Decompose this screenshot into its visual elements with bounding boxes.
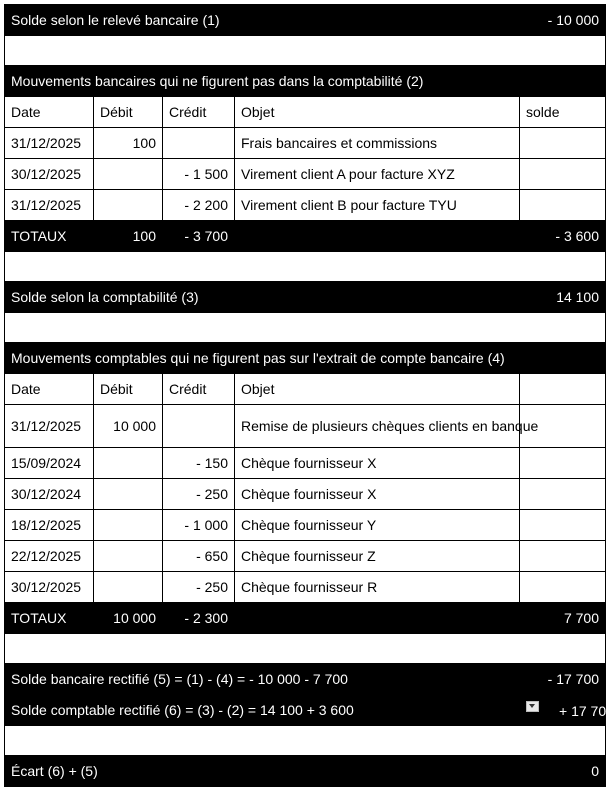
empty-cell[interactable] bbox=[5, 36, 606, 66]
row-balance[interactable] bbox=[520, 510, 606, 541]
row-balance[interactable] bbox=[520, 448, 606, 479]
row-debit[interactable] bbox=[94, 159, 163, 190]
bank-totals-row bbox=[5, 221, 606, 252]
row-balance[interactable] bbox=[520, 572, 606, 603]
row-debit[interactable] bbox=[94, 572, 163, 603]
header-balance[interactable] bbox=[520, 374, 606, 405]
bank-movements-title-row bbox=[5, 66, 606, 97]
table-row bbox=[5, 479, 606, 510]
rectified-book-text: Solde comptable rectifié (6) = (3) - (2) = 14 100 + 3 600 bbox=[11, 702, 354, 718]
row-date[interactable]: 30/12/2024 bbox=[5, 479, 94, 510]
table-row bbox=[5, 448, 606, 479]
totals-object bbox=[235, 603, 520, 634]
rectified-book-value: + 17 700 bbox=[559, 703, 614, 719]
table-row bbox=[5, 510, 606, 541]
row-credit[interactable]: - 250 bbox=[163, 572, 235, 603]
table-row bbox=[5, 128, 606, 159]
header-date[interactable]: Date bbox=[5, 97, 94, 128]
book-totals-row bbox=[5, 603, 606, 634]
row-credit[interactable]: - 1 000 bbox=[163, 510, 235, 541]
row-balance[interactable] bbox=[520, 479, 606, 510]
rectified-bank-row bbox=[5, 664, 606, 695]
totals-credit: - 2 300 bbox=[163, 603, 235, 634]
row-object[interactable]: Chèque fournisseur Y bbox=[235, 510, 520, 541]
row-date[interactable]: 18/12/2025 bbox=[5, 510, 94, 541]
totals-label: TOTAUX bbox=[5, 603, 94, 634]
row-balance[interactable] bbox=[520, 541, 606, 572]
table-row bbox=[5, 159, 606, 190]
spacer-row bbox=[5, 313, 606, 343]
book-balance-value: 14 100 bbox=[520, 282, 606, 313]
header-debit[interactable]: Débit bbox=[94, 97, 163, 128]
empty-cell[interactable] bbox=[5, 252, 606, 282]
rectified-bank-value: - 17 700 bbox=[520, 664, 606, 695]
table-row bbox=[5, 541, 606, 572]
row-date[interactable]: 30/12/2025 bbox=[5, 572, 94, 603]
row-balance[interactable] bbox=[520, 128, 606, 159]
row-debit[interactable] bbox=[94, 510, 163, 541]
row-credit[interactable]: - 150 bbox=[163, 448, 235, 479]
table-row bbox=[5, 190, 606, 221]
rectified-bank-label: Solde bancaire rectifié (5) = (1) - (4) = - 10 000 - 7 700 bbox=[5, 664, 520, 695]
book-movements-title: Mouvements comptables qui ne figurent pas sur l'extrait de compte bancaire (4) bbox=[5, 343, 606, 374]
header-date[interactable]: Date bbox=[5, 374, 94, 405]
row-debit[interactable] bbox=[94, 190, 163, 221]
header-balance[interactable]: solde bbox=[520, 97, 606, 128]
empty-cell[interactable] bbox=[5, 726, 606, 756]
header-credit[interactable]: Crédit bbox=[163, 374, 235, 405]
row-credit[interactable]: - 250 bbox=[163, 479, 235, 510]
totals-debit: 10 000 bbox=[94, 603, 163, 634]
row-debit[interactable]: 100 bbox=[94, 128, 163, 159]
gap-value: 0 bbox=[520, 756, 606, 787]
empty-cell[interactable] bbox=[5, 313, 606, 343]
header-credit[interactable]: Crédit bbox=[163, 97, 235, 128]
row-balance[interactable] bbox=[520, 190, 606, 221]
table-row bbox=[5, 405, 606, 448]
row-object[interactable]: Frais bancaires et commissions bbox=[235, 128, 520, 159]
header-object[interactable]: Objet bbox=[235, 374, 520, 405]
row-object[interactable]: Chèque fournisseur R bbox=[235, 572, 520, 603]
rectified-book-value-cell bbox=[520, 695, 614, 726]
header-debit[interactable]: Débit bbox=[94, 374, 163, 405]
dropdown-arrow-icon[interactable] bbox=[526, 701, 539, 712]
row-credit[interactable] bbox=[163, 128, 235, 159]
totals-balance: 7 700 bbox=[520, 603, 606, 634]
gap-label: Écart (6) + (5) bbox=[5, 756, 520, 787]
bank-movements-title: Mouvements bancaires qui ne figurent pas dans la comptabilité (2) bbox=[5, 66, 606, 97]
spacer-row bbox=[5, 726, 606, 756]
totals-balance: - 3 600 bbox=[520, 221, 606, 252]
spacer-row bbox=[5, 36, 606, 66]
row-date[interactable]: 15/09/2024 bbox=[5, 448, 94, 479]
reconciliation-sheet bbox=[4, 4, 614, 787]
row-date[interactable]: 22/12/2025 bbox=[5, 541, 94, 572]
row-credit[interactable]: - 2 200 bbox=[163, 190, 235, 221]
row-object[interactable]: Virement client B pour facture TYU bbox=[235, 190, 520, 221]
book-movements-header-row bbox=[5, 374, 606, 405]
row-debit[interactable] bbox=[94, 541, 163, 572]
rectified-book-label bbox=[5, 695, 520, 726]
row-debit[interactable] bbox=[94, 479, 163, 510]
book-movements-title-row bbox=[5, 343, 606, 374]
spacer-row bbox=[5, 634, 606, 664]
totals-object bbox=[235, 221, 520, 252]
row-date[interactable]: 31/12/2025 bbox=[5, 190, 94, 221]
row-balance[interactable] bbox=[520, 159, 606, 190]
row-debit[interactable] bbox=[94, 448, 163, 479]
row-credit[interactable]: - 1 500 bbox=[163, 159, 235, 190]
row-credit[interactable]: - 650 bbox=[163, 541, 235, 572]
bank-balance-row bbox=[5, 5, 606, 36]
row-object[interactable]: Chèque fournisseur Z bbox=[235, 541, 520, 572]
bank-balance-label: Solde selon le relevé bancaire (1) bbox=[5, 5, 520, 36]
table-row bbox=[5, 572, 606, 603]
book-balance-row bbox=[5, 282, 606, 313]
row-debit[interactable]: 10 000 bbox=[94, 405, 163, 448]
row-date[interactable]: 31/12/2025 bbox=[5, 128, 94, 159]
row-object[interactable]: Virement client A pour facture XYZ bbox=[235, 159, 520, 190]
row-date[interactable]: 30/12/2025 bbox=[5, 159, 94, 190]
row-object[interactable]: Remise de plusieurs chèques clients en banque bbox=[235, 405, 520, 448]
totals-debit: 100 bbox=[94, 221, 163, 252]
row-object[interactable]: Chèque fournisseur X bbox=[235, 448, 520, 479]
gap-row bbox=[5, 756, 606, 787]
bank-movements-header-row bbox=[5, 97, 606, 128]
totals-credit: - 3 700 bbox=[163, 221, 235, 252]
totals-label: TOTAUX bbox=[5, 221, 94, 252]
row-date[interactable]: 31/12/2025 bbox=[5, 405, 94, 448]
bank-balance-value: - 10 000 bbox=[520, 5, 606, 36]
row-credit[interactable] bbox=[163, 405, 235, 448]
header-object[interactable]: Objet bbox=[235, 97, 520, 128]
spacer-row bbox=[5, 252, 606, 282]
rectified-book-row bbox=[5, 695, 606, 726]
row-object[interactable]: Chèque fournisseur X bbox=[235, 479, 520, 510]
empty-cell[interactable] bbox=[5, 634, 606, 664]
book-balance-label: Solde selon la comptabilité (3) bbox=[5, 282, 520, 313]
